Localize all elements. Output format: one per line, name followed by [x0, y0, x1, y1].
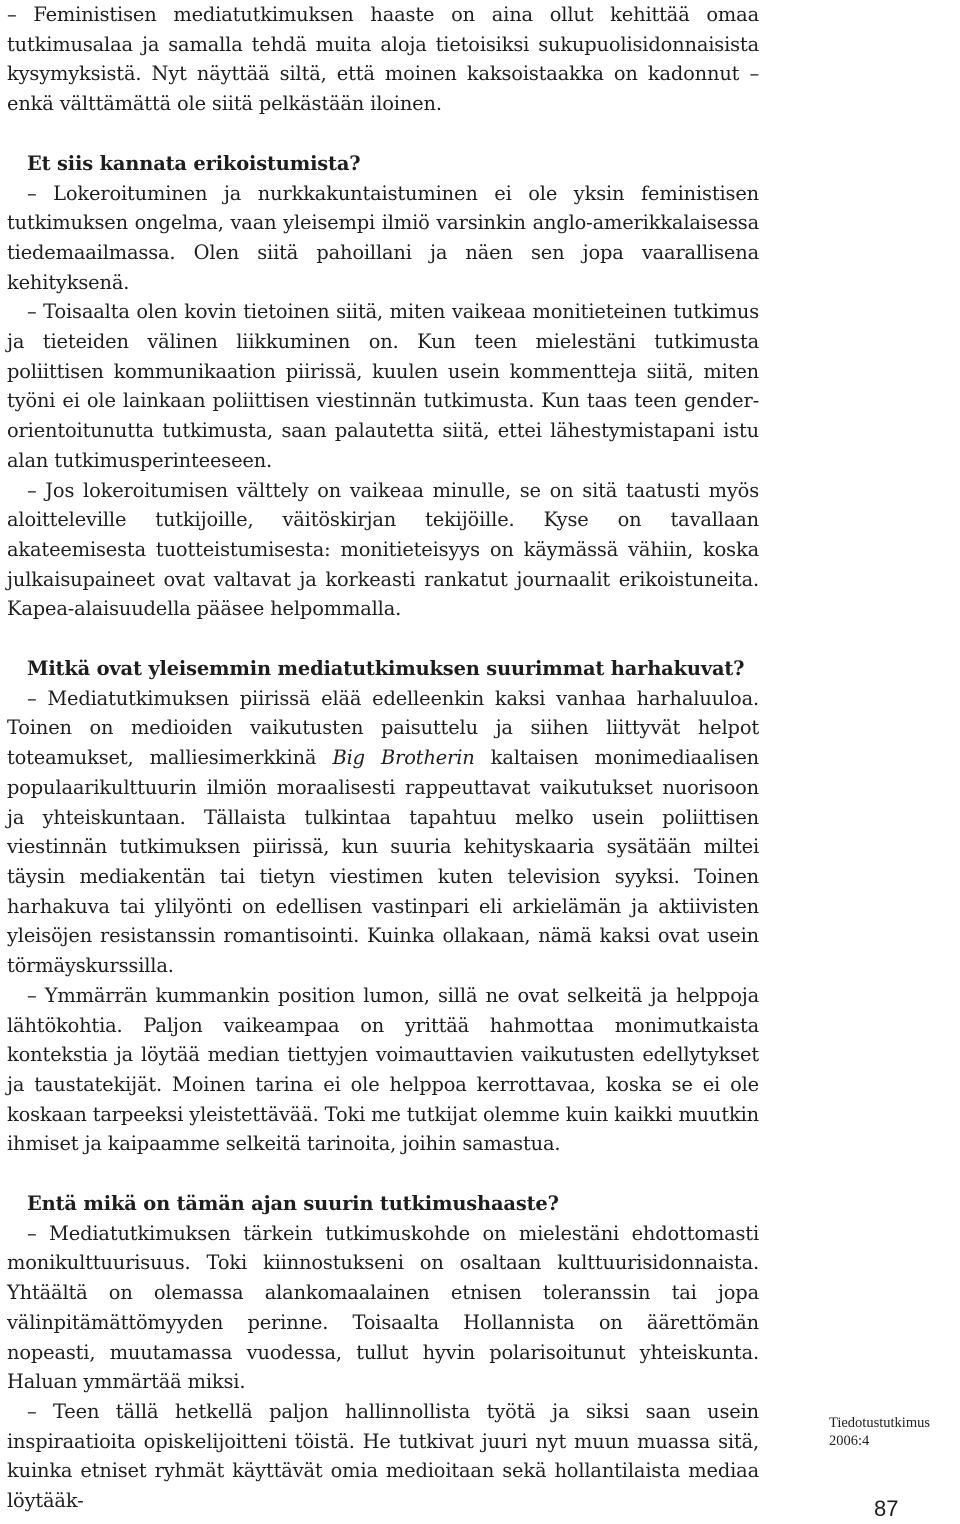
- answer-paragraph-2: – Toisaalta olen kovin tietoinen siitä, miten vaikeaa monitieteinen tutkimus ja tieteiden välinen liikkuminen on. Kun teen mielestäni tutkimusta poliittisen kommunikaation piirissä, kuulen usein kommentteja siitä, miten työni ei ole lainkaan poliittisen viestinnän tutkimusta. Kun taas teen gender-orientoitunutta tutkimusta, saan palautetta siitä, ettei lähestymistapani istu alan tutkimusperinteeseen.: [7, 300, 759, 472]
- page-number: 87: [874, 1496, 899, 1521]
- paragraph-intro: – Feministisen mediatutkimuksen haaste on aina ollut kehittää omaa tutkimusalaa ja samalla tehdä muita aloja tietoisiksi sukupuolisidonnaisista kysymyksistä. Nyt näyttää siltä, että moinen kaksoistaakka on kadonnut – enkä välttämättä ole siitä pelkästään iloinen.: [7, 3, 759, 116]
- answer-paragraph-5: – Ymmärrän kummankin position lumon, sillä ne ovat selkeitä ja helppoja lähtökohtia. Paljon vaikeampaa on yrittää hahmottaa monimutkaista kontekstia ja löytää median tiettyjen voimauttavien vaikutusten edellytykset ja taustatekijät. Moinen tarina ei ole helppoa kerrottavaa, koska se ei ole koskaan tarpeeksi yleistettävää. Toki me tutkijat olemme kuin kaikki muutkin ihmiset ja kaipaamme selkeitä tarinoita, joihin samastua.: [7, 983, 759, 1156]
- journal-name: Tiedotustutkimus: [829, 1415, 930, 1431]
- answer-paragraph-6: – Mediatutkimuksen tärkein tutkimuskohde on mielestäni ehdottomasti monikulttuurisuus. Toki kiinnostukseni on osaltaan kulttuurisidonnaista. Yhtäältä on olemassa alankomaalainen etnisen toleranssin tai jopa välinpitämättömyyden perinne. Toisaalta Hollannista on äärettömän nopeasti, muutamassa vuodessa, tullut hyvin polarisoitunut yhteiskunta. Haluan ymmärtää miksi.: [7, 1221, 759, 1394]
- answer-paragraph-1: – Lokeroituminen ja nurkkakuntaistuminen ei ole yksin feministisen tutkimuksen ongelma, vaan yleisempi ilmiö varsinkin anglo-amerikkalaisessa tiedemaailmassa. Olen siitä pahoillani ja näen sen jopa vaarallisena kehityksenä.: [7, 181, 759, 294]
- answer-paragraph-7: – Teen tällä hetkellä paljon hallinnollista työtä ja siksi saan usein inspiraatioita opiskelijoitteni töistä. He tutkivat juuri nyt muun muassa sitä, kuinka etniset ryhmät käyttävät omia medioitaan sekä hollantilaista mediaa löytääk-: [7, 1399, 759, 1513]
- journal-issue: 2006:4: [829, 1433, 870, 1449]
- answer-paragraph-4-part-a: – Mediatutkimuksen piirissä elää edelleenkin kaksi vanhaa harhaluuloa. Toinen on medioiden vaikutusten paisuttelu ja siihen liittyvät helpot toteamukset, malliesimerkkinä: [7, 686, 759, 770]
- spacer: [7, 1159, 759, 1189]
- spacer: [7, 624, 759, 654]
- answer-paragraph-3: – Jos lokeroitumisen välttely on vaikeaa minulle, se on sitä taatusti myös aloitteleville tutkijoille, väitöskirjan tekijöille. Kyse on tavallaan akateemisesta tuotteistumisesta: monitieteisyys on käymässä vähiin, koska julkaisupaineet ovat valtavat ja korkeasti rankatut journaalit erikoistuneita. Kapea-alaisuudella pääsee helpommalla.: [7, 478, 759, 621]
- answer-paragraph-4: [7, 684, 759, 981]
- spacer: [7, 119, 759, 149]
- question-heading-1: Et siis kannata erikoistumista?: [27, 151, 361, 175]
- question-heading-2: Mitkä ovat yleisemmin mediatutkimuksen suurimmat harhakuvat?: [27, 657, 745, 681]
- big-brother-title: Big Brotherin: [332, 746, 475, 770]
- question-heading-3: Entä mikä on tämän ajan suurin tutkimushaaste?: [27, 1192, 559, 1216]
- article-body: [7, 0, 759, 1516]
- journal-sidebar: [829, 1414, 930, 1450]
- answer-paragraph-4-part-b: kaltaisen monimediaalisen populaarikulttuurin ilmiön moraalisesti rappeuttavat vaikutukset nuorisoon ja yhteiskuntaan. Tällaista tulkintaa tapahtuu melko usein poliittisen viestinnän tutkimuksen piirissä, kun suuria kehityskaaria sysätään miltei täysin mediakentän tai tietyn viestimen kuten television syyksi. Toinen harhakuva tai ylilyönti on edellisen vastinpari eli arkielämän ja aktiivisten yleisöjen resistanssin romantisointi. Kuinka ollakaan, nämä kaksi ovat usein törmäyskurssilla.: [7, 746, 759, 978]
